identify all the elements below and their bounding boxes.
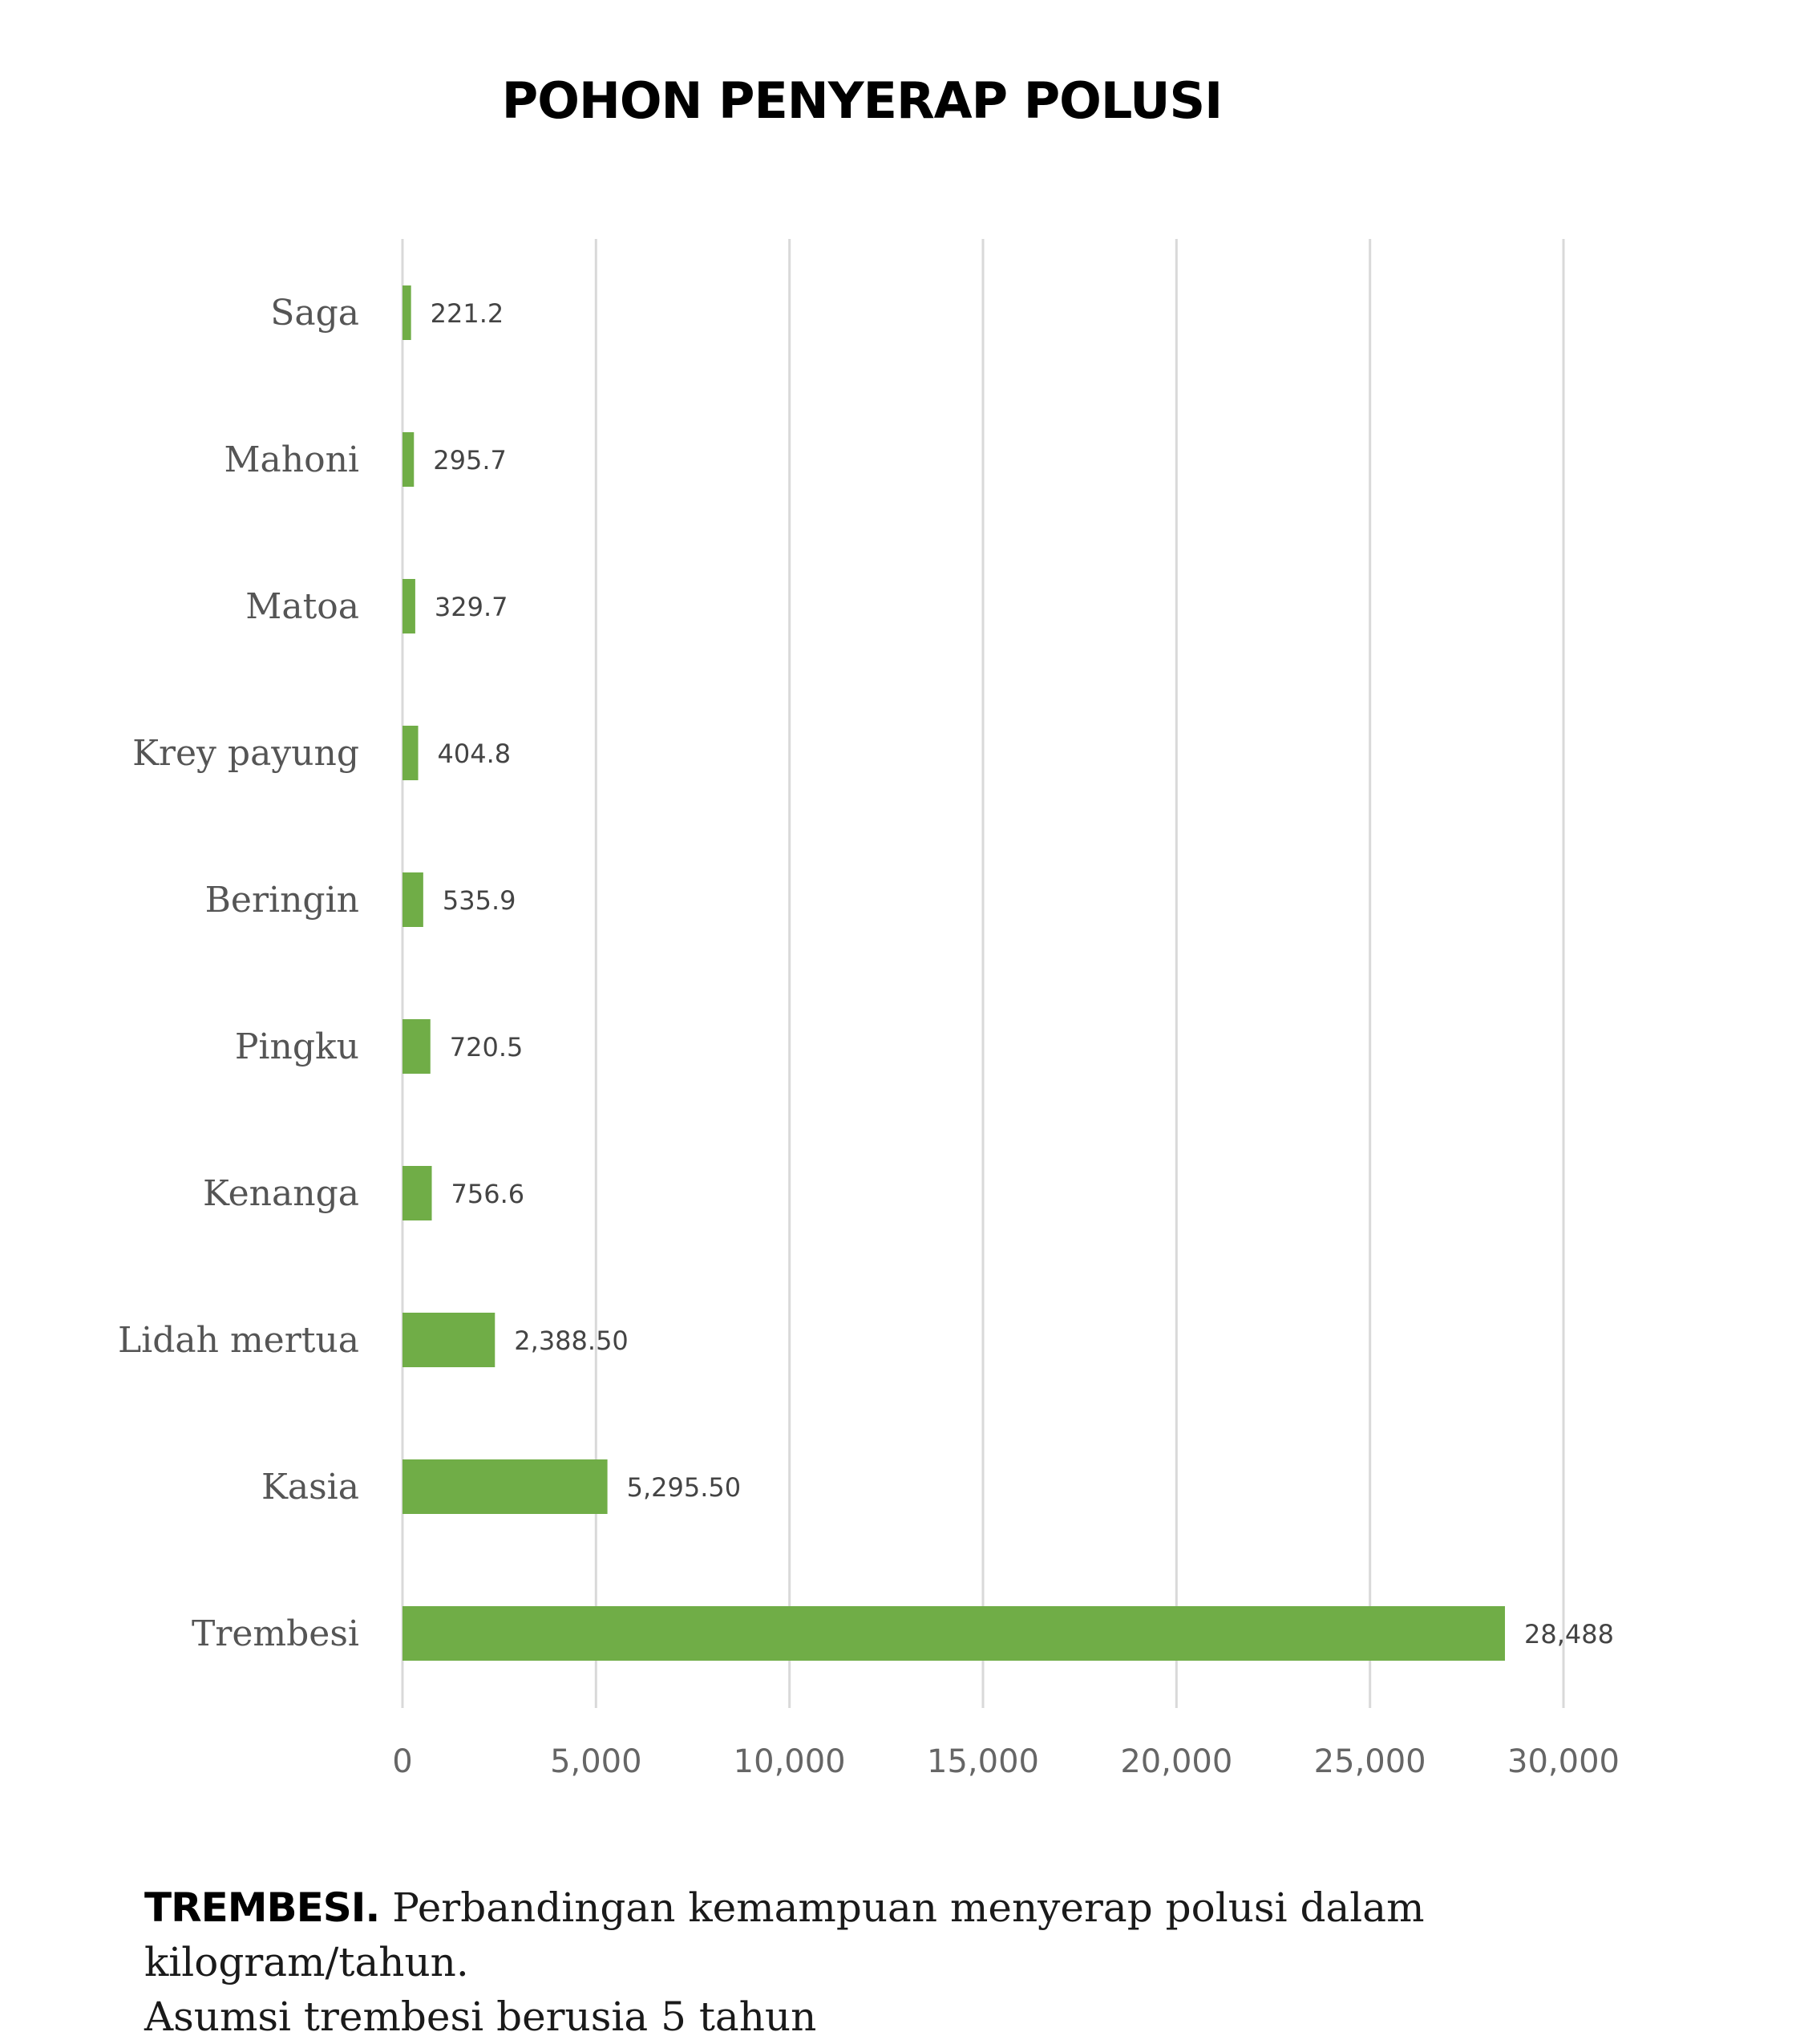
category-label-mahoni: Mahoni <box>224 439 359 480</box>
data-label-trembesi: 28,488 <box>1524 1619 1614 1649</box>
caption-lead: TREMBESI. <box>144 1884 380 1931</box>
category-label-trembesi: Trembesi <box>192 1613 359 1654</box>
x-axis-tick-labels <box>392 1743 1620 1780</box>
bar-saga <box>402 285 411 340</box>
data-label-krey-payung: 404.8 <box>437 739 512 769</box>
x-tick-label-5000: 5,000 <box>550 1743 642 1780</box>
bar-trembesi <box>402 1606 1505 1661</box>
category-labels <box>118 293 359 1654</box>
data-label-matoa: 329.7 <box>434 592 508 622</box>
bars <box>402 285 1505 1661</box>
caption <box>144 1880 1708 2044</box>
bar-mahoni <box>402 432 414 487</box>
x-tick-label-30000: 30,000 <box>1507 1743 1620 1780</box>
bar-lidah-mertua <box>402 1313 495 1367</box>
data-label-beringin: 535.9 <box>442 885 516 916</box>
caption-line-2: Asumsi trembesi berusia 5 tahun <box>144 1993 817 2040</box>
bar-beringin <box>402 872 423 927</box>
x-tick-label-10000: 10,000 <box>733 1743 846 1780</box>
category-label-kenanga: Kenanga <box>202 1173 359 1214</box>
category-label-beringin: Beringin <box>204 880 359 921</box>
x-tick-label-15000: 15,000 <box>927 1743 1039 1780</box>
category-label-lidah-mertua: Lidah mertua <box>117 1320 359 1361</box>
data-label-kenanga: 756.6 <box>451 1179 525 1209</box>
x-tick-label-0: 0 <box>392 1743 413 1780</box>
data-label-saga: 221.2 <box>430 298 504 329</box>
bar-pingku <box>402 1019 431 1074</box>
bar-kenanga <box>402 1166 432 1220</box>
x-tick-label-20000: 20,000 <box>1120 1743 1233 1780</box>
chart-title: POHON PENYERAP POLUSI <box>501 71 1223 130</box>
data-label-mahoni: 295.7 <box>433 445 507 476</box>
bar-matoa <box>402 579 415 633</box>
category-label-saga: Saga <box>270 293 359 334</box>
bar-krey-payung <box>402 726 419 780</box>
category-label-krey-payung: Krey payung <box>132 733 359 774</box>
x-tick-label-25000: 25,000 <box>1313 1743 1426 1780</box>
category-label-pingku: Pingku <box>234 1026 359 1067</box>
data-label-lidah-mertua: 2,388.50 <box>514 1326 629 1356</box>
bar-kasia <box>402 1459 608 1514</box>
category-label-matoa: Matoa <box>245 586 359 627</box>
data-label-pingku: 720.5 <box>449 1032 524 1062</box>
caption-line-1: Perbandingan kemampuan menyerap polusi dalam kilogram/tahun. <box>144 1884 1425 1985</box>
data-label-kasia: 5,295.50 <box>626 1472 742 1503</box>
data-labels <box>431 298 1614 1649</box>
category-label-kasia: Kasia <box>261 1467 359 1508</box>
